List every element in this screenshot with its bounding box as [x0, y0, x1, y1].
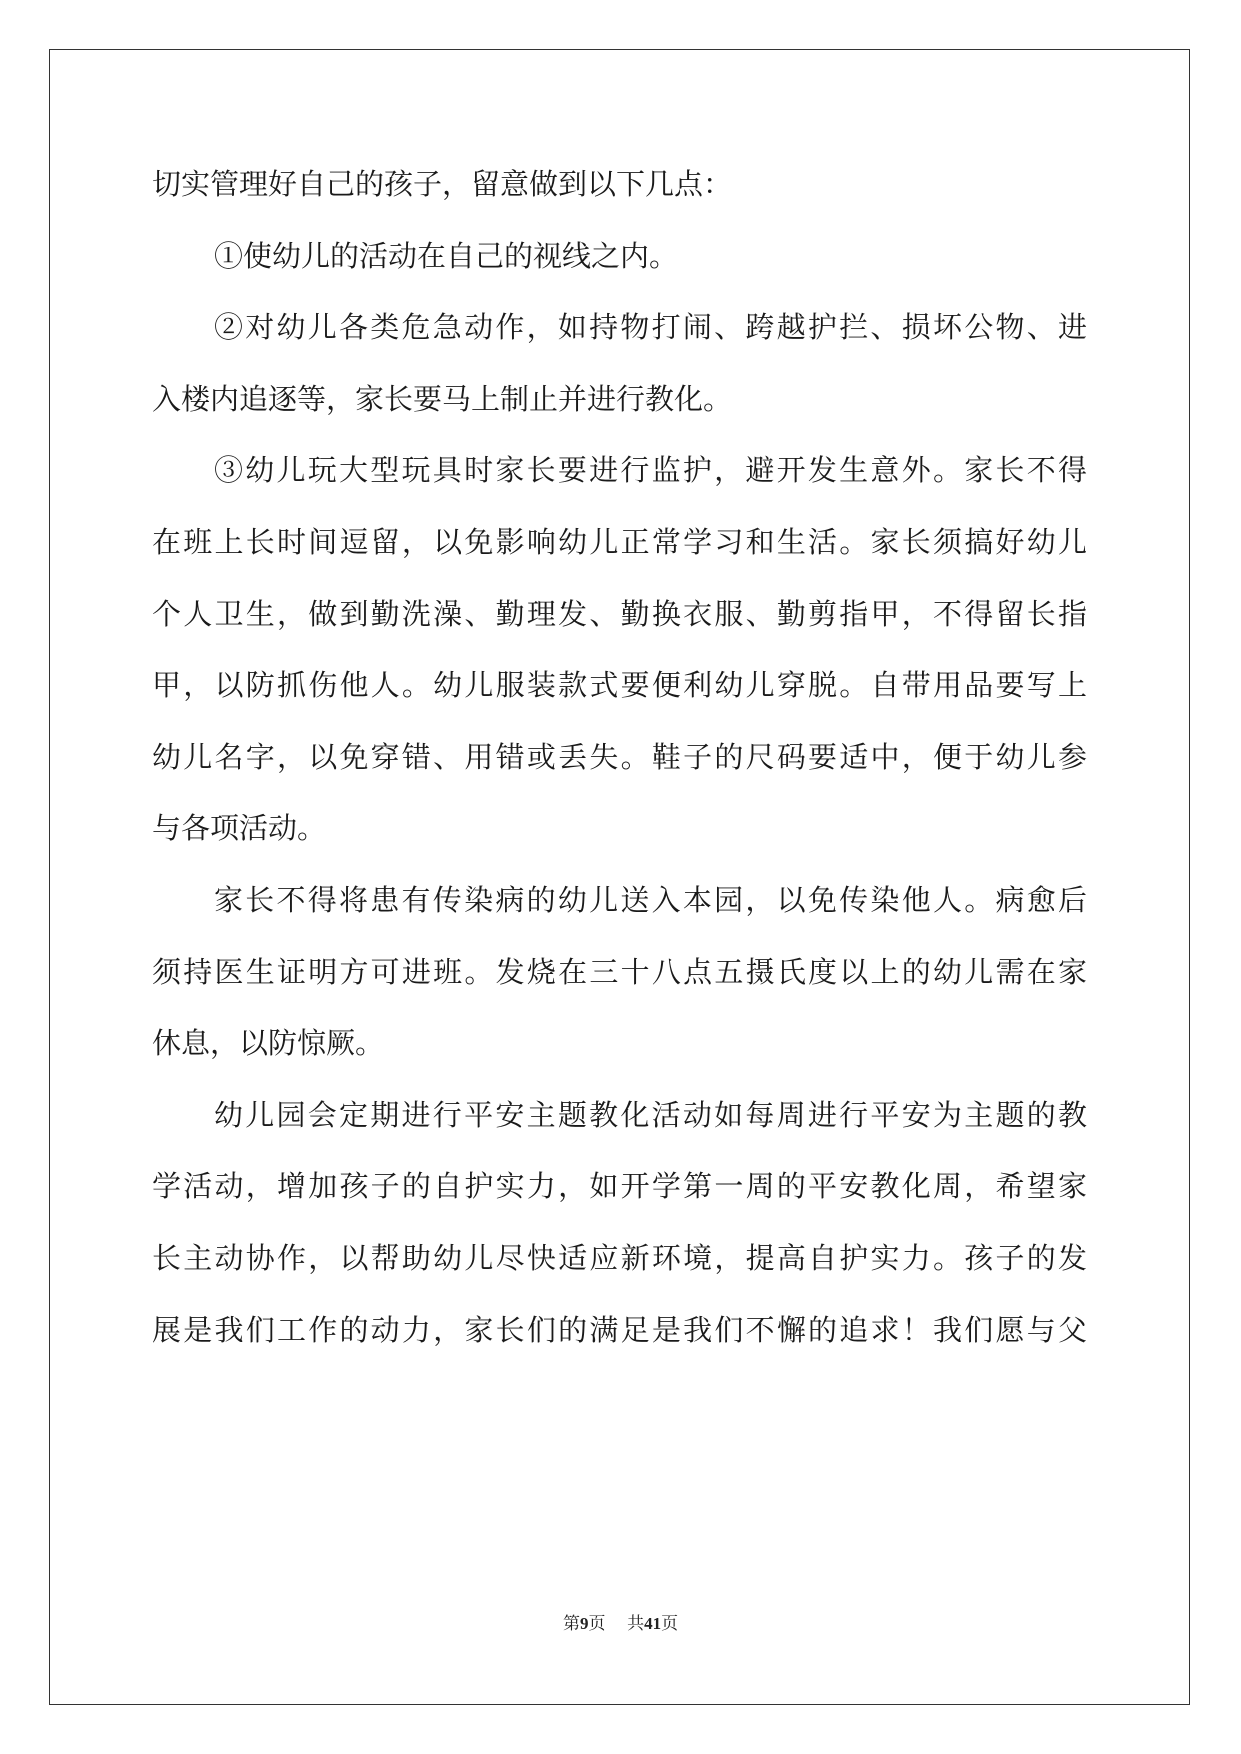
page-suffix: 页 [588, 1614, 606, 1634]
paragraph-4-line-5: 幼儿名字，以免穿错、用错或丢失。鞋子的尺码要适中，便于幼儿参 [152, 739, 1087, 774]
page-footer [0, 1612, 1241, 1636]
paragraph-3-line-1: ②对幼儿各类危急动作，如持物打闹、跨越护拦、损坏公物、进 [214, 310, 1087, 345]
paragraph-4-line-2: 在班上长时间逗留，以免影响幼儿正常学习和生活。家长须搞好幼儿 [152, 525, 1087, 559]
paragraph-4-line-3: 个人卫生，做到勤洗澡、勤理发、勤换衣服、勤剪指甲，不得留长指 [152, 596, 1087, 631]
page-prefix: 第 [562, 1614, 580, 1634]
paragraph-3-line-2: 入楼内追逐等，家长要马上制止并进行教化。 [152, 381, 733, 416]
total-pages: 41 [644, 1614, 662, 1633]
paragraph-6-line-2: 学活动，增加孩子的自护实力，如开学第一周的平安教化周，希望家 [152, 1169, 1087, 1204]
paragraph-6-line-1: 幼儿园会定期进行平安主题教化活动如每周进行平安为主题的教 [214, 1097, 1087, 1132]
paragraph-5-line-1: 家长不得将患有传染病的幼儿送入本园，以免传染他人。病愈后 [214, 883, 1087, 917]
paragraph-5-line-3: 休息，以防惊厥。 [152, 1026, 385, 1061]
page-border [49, 49, 1190, 1705]
paragraph-6-line-3: 长主动协作，以帮助幼儿尽快适应新环境，提高自护实力。孩子的发 [152, 1241, 1087, 1275]
total-suffix: 页 [661, 1614, 679, 1634]
paragraph-4-line-1: ③幼儿玩大型玩具时家长要进行监护，避开发生意外。家长不得 [214, 453, 1087, 488]
paragraph-5-line-2: 须持医生证明方可进班。发烧在三十八点五摄氏度以上的幼儿需在家 [152, 954, 1087, 989]
paragraph-4-line-6: 与各项活动。 [152, 811, 327, 846]
paragraph-6-line-4: 展是我们工作的动力，家长们的满足是我们不懈的追求！我们愿与父 [152, 1312, 1087, 1347]
paragraph-2-line-1: ①使幼儿的活动在自己的视线之内。 [214, 238, 679, 273]
total-prefix: 共 [627, 1614, 645, 1634]
page-number: 9 [579, 1614, 589, 1633]
paragraph-1-line-1: 切实管理好自己的孩子，留意做到以下几点： [152, 167, 733, 201]
paragraph-4-line-4: 甲，以防抓伤他人。幼儿服装款式要便利幼儿穿脱。自带用品要写上 [152, 668, 1087, 703]
